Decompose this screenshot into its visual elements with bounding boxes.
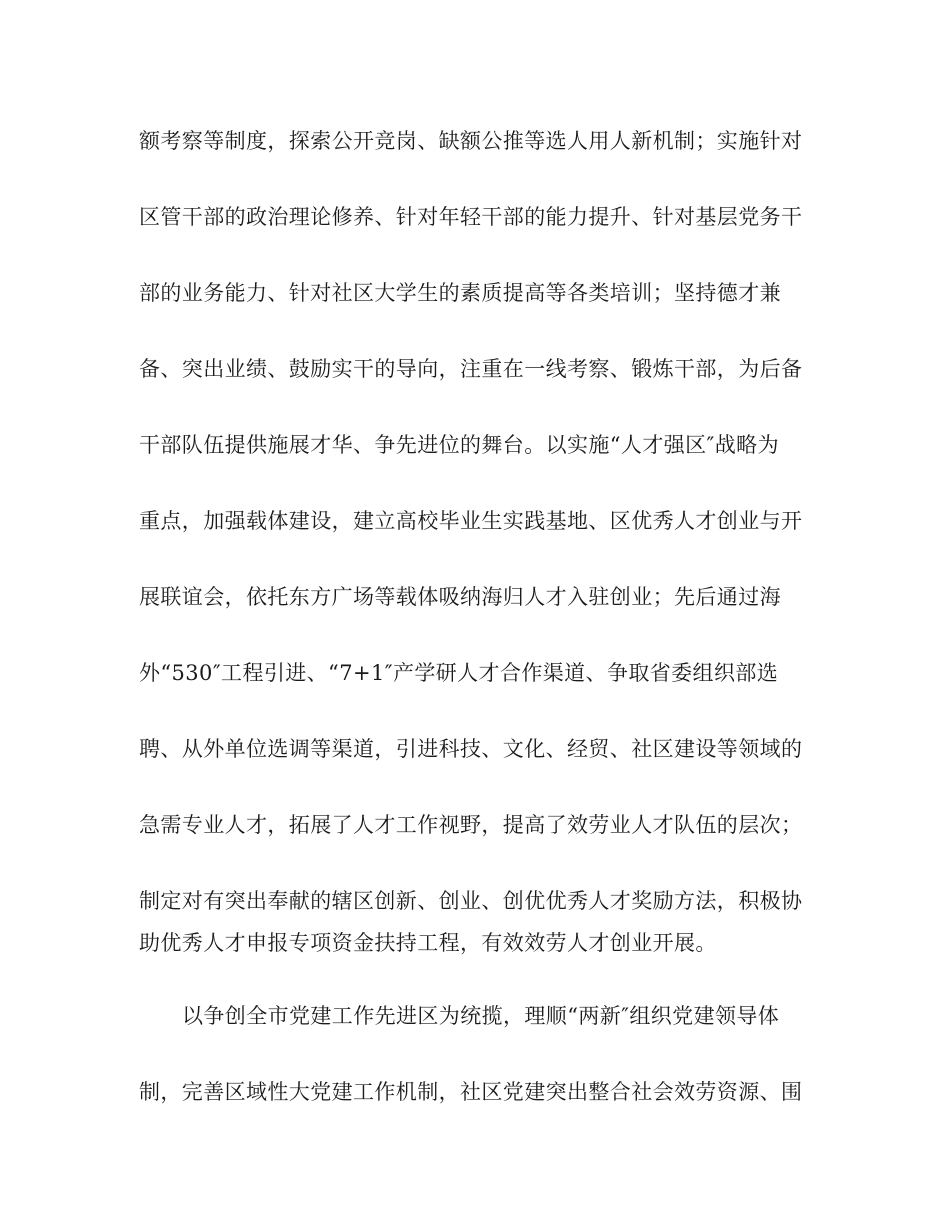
- paragraph-1-line-12: 助优秀人才申报专项资金扶持工程，有效效劳人才创业开展。: [139, 931, 717, 955]
- paragraph-2-line-1: 以争创全市党建工作先进区为统揽，理顺“两新″组织党建领导体: [182, 1004, 780, 1028]
- paragraph-1-line-11: 制定对有突出奉献的辖区创新、创业、创优优秀人才奖励方法，积极协: [139, 889, 803, 913]
- paragraph-1-line-3: 部的业务能力、针对社区大学生的素质提高等各类培训；坚持德才兼: [139, 281, 781, 305]
- paragraph-2-line-2: 制，完善区域性大党建工作机制，社区党建突出整合社会效劳资源、围: [139, 1080, 803, 1104]
- paragraph-1-line-4: 备、突出业绩、鼓励实干的导向，注重在一线考察、锻炼干部，为后备: [139, 357, 803, 381]
- paragraph-1-line-5: 干部队伍提供施展才华、争先进位的舞台。以实施“人才强区″战略为: [139, 433, 779, 457]
- paragraph-1-line-7: 展联谊会，依托东方广场等载体吸纳海归人才入驻创业；先后通过海: [139, 585, 781, 609]
- paragraph-1-line-1: 额考察等制度，探索公开竞岗、缺额公推等选人用人新机制；实施针对: [139, 129, 803, 153]
- paragraph-1-line-10: 急需专业人才，拓展了人才工作视野，提高了效劳业人才队伍的层次；: [139, 813, 803, 837]
- paragraph-1-line-9: 聘、从外单位选调等渠道，引进科技、文化、经贸、社区建设等领域的: [139, 737, 803, 761]
- paragraph-1-line-2: 区管干部的政治理论修养、针对年轻干部的能力提升、针对基层党务干: [139, 205, 803, 229]
- paragraph-1-line-8: 外“530″工程引进、“7+1″产学研人才合作渠道、争取省委组织部选: [139, 661, 779, 685]
- paragraph-1-line-6: 重点，加强载体建设，建立高校毕业生实践基地、区优秀人才创业与开: [139, 509, 803, 533]
